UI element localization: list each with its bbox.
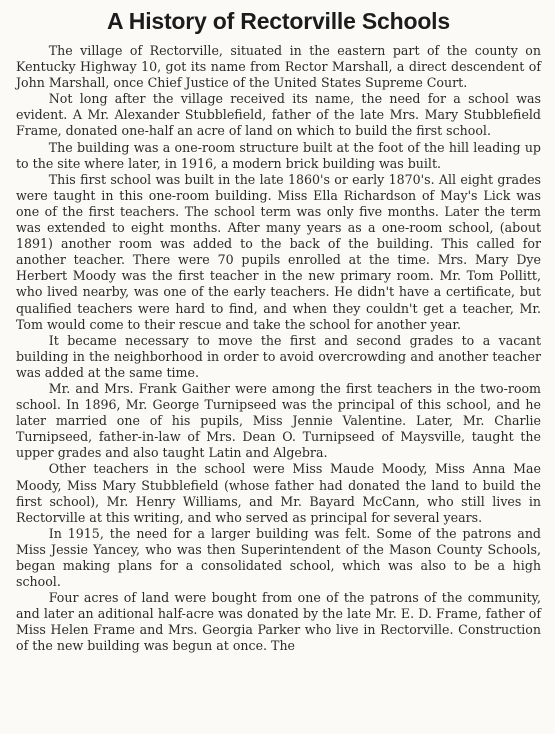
paragraph-9: Four acres of land were bought from one of the patrons of the community, and later an aditional half-acre was donated by the late Mr. E. D. Frame, father of Miss Helen Frame and Mrs. Georgia Parker who live in Rectorville. Construction of the new building was begun at once. The (16, 590, 541, 654)
paragraph-4: This first school was built in the late 1860's or early 1870's. All eight grades were taught in this one-room building. Miss Ella Richardson of May's Lick was one of the first teachers. The school term was only five months. Later the term was extended to eight months. After many years as a one-room school, (about 1891) another room was added to the back of the building. This called for another teacher. There were 70 pupils enrolled at the time. Mrs. Mary Dye Herbert Moody was the first teacher in the new primary room. Mr. Tom Pollitt, who lived nearby, was one of the early teachers. He didn't have a certificate, but qualified teachers were hard to find, and when they couldn't get a teacher, Mr. Tom would come to their rescue and take the school for another year. (16, 171, 541, 332)
paragraph-8: In 1915, the need for a larger building was felt. Some of the patrons and Miss Jessie Yancey, who was then Superintendent of the Mason County Schools, began making plans for a consolidated school, which was also to be a high school. (16, 525, 541, 590)
page-title: A History of Rectorville Schools (107, 8, 450, 34)
paragraph-7: Other teachers in the school were Miss Maude Moody, Miss Anna Mae Moody, Miss Mary Stubblefield (whose father had donated the land to build the first school), Mr. Henry Williams, and Mr. Bayard McCann, who still lives in Rectorville at this writing, and who served as principal for several years. (16, 461, 541, 525)
paragraph-3: The building was a one-room structure built at the foot of the hill leading up to the site where later, in 1916, a modern brick building was built. (16, 139, 541, 171)
article-body (16, 43, 541, 655)
paragraph-2: Not long after the village received its name, the need for a school was evident. A Mr. Alexander Stubblefield, father of the late Mrs. Mary Stubblefield Frame, donated one-half an acre of land on which to build the first school. (16, 91, 541, 139)
paragraph-5: It became necessary to move the first and second grades to a vacant building in the neighborhood in order to avoid overcrowding and another teacher was added at the same time. (16, 332, 541, 380)
paragraph-1: The village of Rectorville, situated in the eastern part of the county on Kentucky Highway 10, got its name from Rector Marshall, a direct descendent of John Marshall, once Chief Justice of the United States Supreme Court. (16, 43, 541, 91)
paragraph-6: Mr. and Mrs. Frank Gaither were among the first teachers in the two-room school. In 1896, Mr. George Turnipseed was the principal of this school, and he later married one of his pupils, Miss Jennie Valentine. Later, Mr. Charlie Turnipseed, father-in-law of Mrs. Dean O. Turnipseed of Maysville, taught the upper grades and also taught Latin and Algebra. (16, 380, 541, 461)
